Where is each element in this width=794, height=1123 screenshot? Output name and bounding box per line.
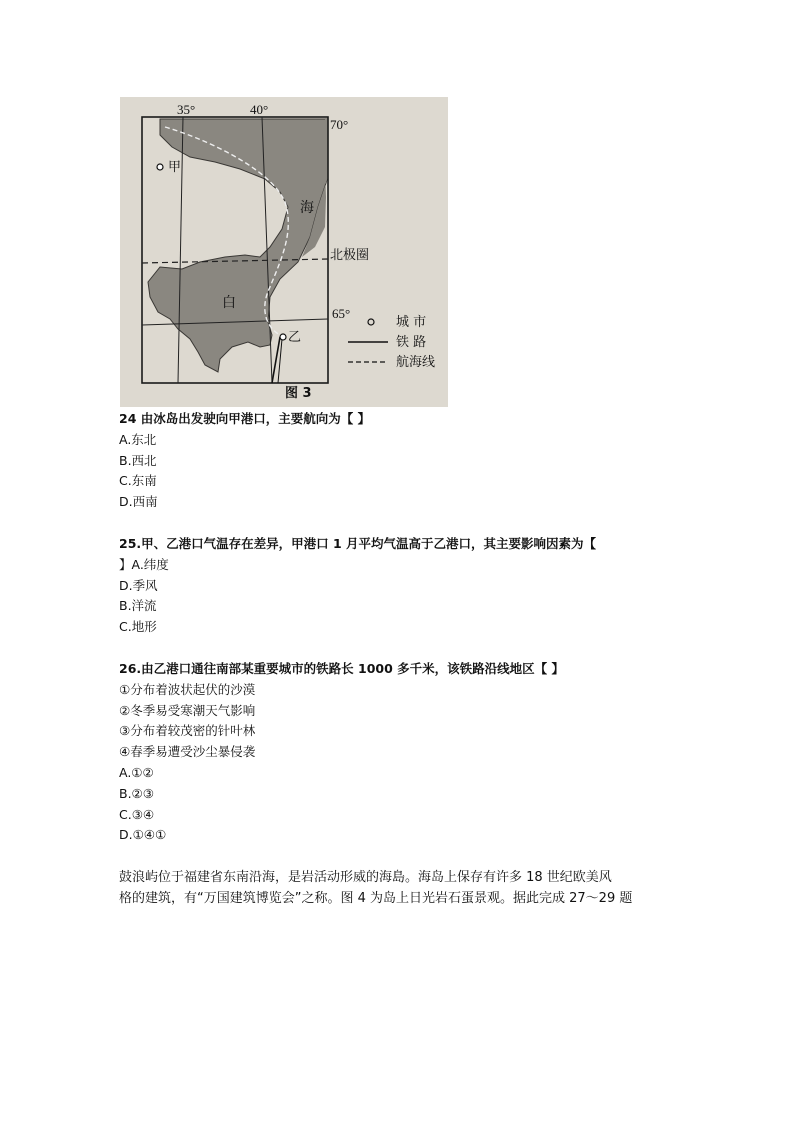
legend-railway-label: 铁 路 xyxy=(396,335,427,350)
legend-city-label: 城 市 xyxy=(396,315,427,330)
option-d: D.①④① xyxy=(119,827,167,843)
option-b: B.西北 xyxy=(119,452,157,468)
white-sea-map xyxy=(120,97,448,407)
sea-char-1: 海 xyxy=(300,200,314,216)
lon-label-35: 35° xyxy=(177,102,196,117)
option-d: D.季风 xyxy=(119,577,158,593)
lat-label-65: 65° xyxy=(332,306,351,321)
option-c: C.地形 xyxy=(119,619,157,635)
option-d: D.西南 xyxy=(119,494,158,510)
question-25-stem-cont: 】A.纬度 xyxy=(119,556,169,572)
city-a-label: 甲 xyxy=(168,160,182,175)
legend-route-label: 航海线 xyxy=(396,355,436,370)
city-a-marker xyxy=(157,164,163,170)
statement-1: ①分布着波状起伏的沙漠 xyxy=(119,681,256,697)
question-26-stem: 26.由乙港口通往南部某重要城市的铁路长 1000 多千米，该铁路沿线地区【 】 xyxy=(119,661,564,676)
passage-line-1: 鼓浪屿位于福建省东南沿海，是岩活动形威的海島。海岛上保存有许多 18 世纪欧美风 xyxy=(119,870,612,885)
arctic-circle-label: 北极圈 xyxy=(330,248,370,263)
passage xyxy=(119,867,632,909)
question-24-stem: 24 由冰岛出发驶向甲港口，主要航向为【 】 xyxy=(119,411,371,426)
figure-caption: 图 3 xyxy=(285,386,312,401)
lat-label-70: 70° xyxy=(330,117,349,132)
option-a: A.①② xyxy=(119,764,154,780)
statement-2: ②冬季易受寒潮天气影响 xyxy=(119,702,256,718)
option-c: C.东南 xyxy=(119,473,157,489)
statement-4: ④春季易遭受沙尘暴侵袭 xyxy=(119,744,256,760)
option-b: B.②③ xyxy=(119,785,154,801)
option-b: B.洋流 xyxy=(119,598,157,614)
question-24 xyxy=(119,409,370,513)
question-25 xyxy=(119,534,596,638)
map-figure xyxy=(120,97,448,407)
question-26 xyxy=(119,659,564,846)
city-b-label: 乙 xyxy=(288,330,302,345)
legend-city-icon xyxy=(368,319,374,325)
sea-char-2: 白 xyxy=(222,295,236,311)
question-25-stem: 25.甲、乙港口气温存在差异，甲港口 1 月平均气温高于乙港口，其主要影响因素为【 xyxy=(119,536,597,551)
city-b-marker xyxy=(280,334,286,340)
option-c: C.③④ xyxy=(119,806,155,822)
lon-label-40: 40° xyxy=(250,102,269,117)
option-a: A.东北 xyxy=(119,431,157,447)
statement-3: ③分布着较茂密的针叶林 xyxy=(119,723,256,739)
meridian-35 xyxy=(178,117,183,383)
passage-line-2: 格的建筑，有“万国建筑博览会”之称。图 4 为岛上日光岩石蛋景观。据此完成 27～29 题 xyxy=(119,891,633,906)
